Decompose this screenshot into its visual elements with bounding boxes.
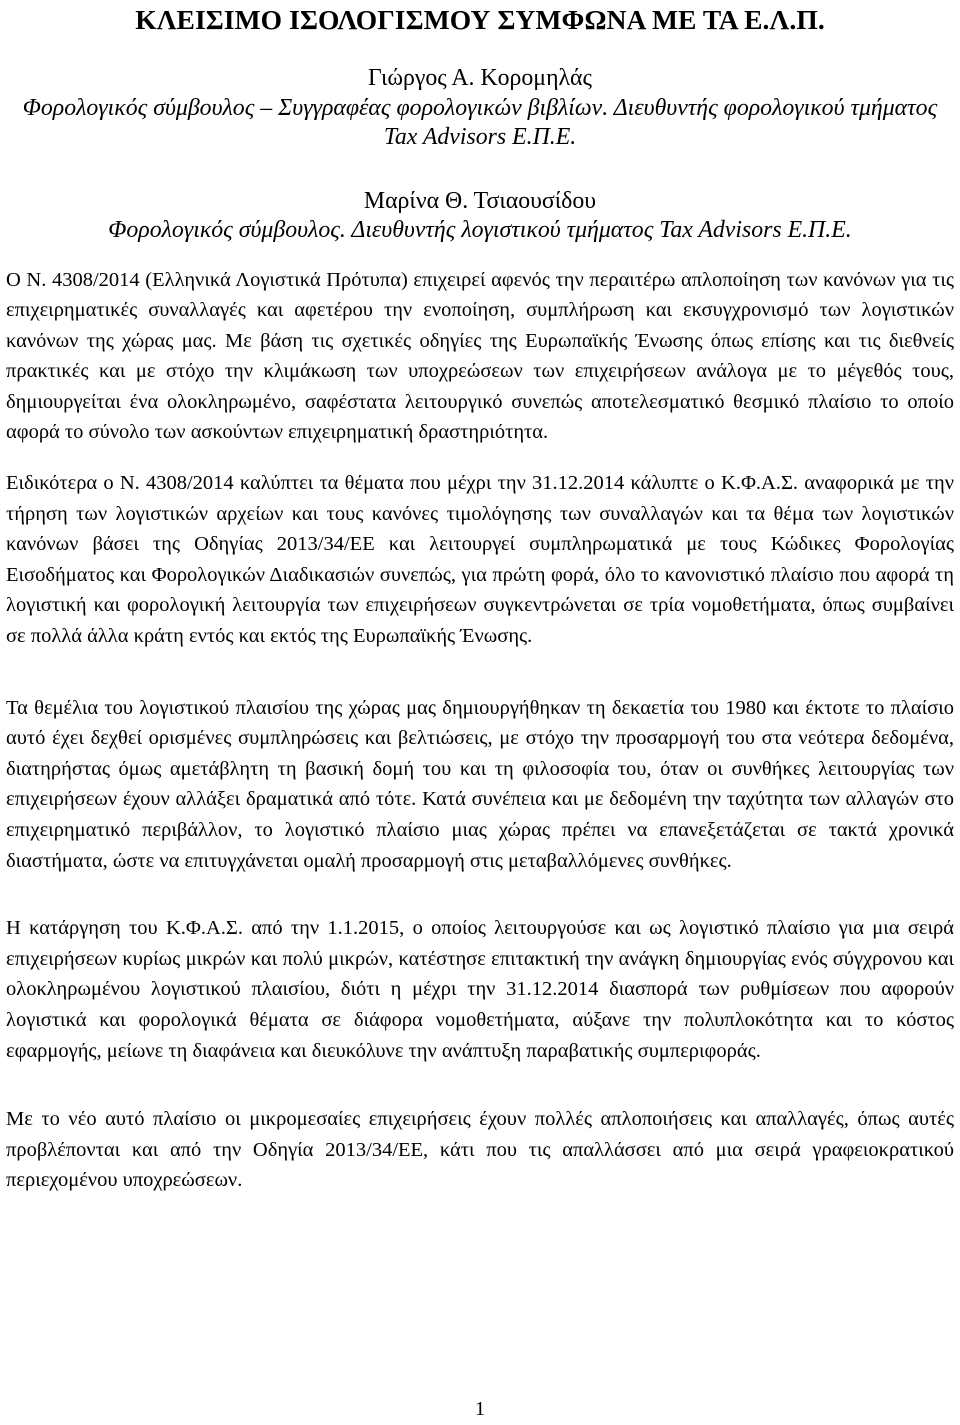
author-role: Φορολογικός σύμβουλος – Συγγραφέας φορολογικών βιβλίων. Διευθυντής φορολογικού τμήματος Tax Advisors Ε.Π.Ε. <box>22 94 938 150</box>
author-name: Μαρίνα Θ. Τσιαουσίδου <box>363 187 597 214</box>
body-paragraph: Ο Ν. 4308/2014 (Ελληνικά Λογιστικά Πρότυπα) επιχειρεί αφενός την περαιτέρω απλοποίηση των κανόνων για τις επιχειρηματικές συναλλαγές και αφετέρου την ενοποίηση, συμπλήρωση και εκσυγχρονισμό των λογιστικών κανόνων της χώρας μας. Με βάση τις σχετικές οδηγίες της Ευρωπαϊκής Ένωσης όπως επίσης και τις διεθνείς πρακτικές και με στόχο την κλιμάκωση των υποχρεώσεων των επιχειρήσεων ανάλογα με το μέγεθός τους, δημιουργείται ένα ολοκληρωμένο, σαφέστατα λειτουργικό συνεπώς αποτελεσματικό θεσμικό πλαίσιο το οποίο αφορά το σύνολο των ασκούντων επιχειρηματική δραστηριότητα. <box>6 268 954 444</box>
author-role: Φορολογικός σύμβουλος. Διευθυντής λογιστικού τμήματος Tax Advisors Ε.Π.Ε. <box>108 217 852 243</box>
author-block <box>6 64 954 153</box>
author-block <box>6 187 954 246</box>
body-paragraph: Η κατάργηση του Κ.Φ.Α.Σ. από την 1.1.2015, ο οποίος λειτουργούσε και ως λογιστικό πλαίσιο για μια σειρά επιχειρήσεων κυρίως μικρών και πολύ μικρών, κατέστησε επιτακτική την ανάγκη δημιουργίας ενός σύγχρονου και ολοκληρωμένου λογιστικού πλαισίου, διότι η μέχρι την 31.12.2014 διασπορά των ρυθμίσεων που αφορούν λογιστικά και φορολογικά θέματα σε διάφορα νομοθετήματα, αύξανε την πολυπλοκότητα και το κόστος εφαρμογής, μείωνε τη διαφάνεια και διευκόλυνε την ανάπτυξη παραβατικής συμπεριφοράς. <box>6 917 954 1062</box>
document-title: ΚΛΕΙΣΙΜΟ ΙΣΟΛΟΓΙΣΜΟΥ ΣΥΜΦΩΝΑ ΜΕ ΤΑ Ε.Λ.Π. <box>135 4 825 35</box>
body-paragraph: Τα θεμέλια του λογιστικού πλαισίου της χώρας μας δημιουργήθηκαν τη δεκαετία του 1980 και έκτοτε το πλαίσιο αυτό έχει δεχθεί ορισμένες συμπληρώσεις και βελτιώσεις, με στόχο την προσαρμογή του στα νεότερα δεδομένα, διατηρήστας όμως αμετάβλητη τη βασική δομή του και τη φιλοσοφία του, όταν οι συνθήκες λειτουργίας των επιχειρήσεων έχουν αλλάξει δραματικά από τότε. Κατά συνέπεια και με δεδομένη την ταχύτητα των αλλαγών στο επιχειρηματικό περιβάλλον, το λογιστικό πλαίσιο μιας χώρας πρέπει να επανεξετάζεται σε τακτά χρονικά διαστήματα, ώστε να επιτυγχάνεται ομαλή προσαρμογή στις μεταβαλλόμενες συνθήκες. <box>6 696 954 872</box>
body-paragraph: Ειδικότερα ο Ν. 4308/2014 καλύπτει τα θέματα που μέχρι την 31.12.2014 κάλυπτε ο Κ.Φ.Α.Σ. αναφορικά με την τήρηση των λογιστικών αρχείων και τους κανόνες τιμολόγησης των συναλλαγών και τα θέμα των λογιστικών κανόνων βάσει της Οδηγίας 2013/34/ΕΕ και λειτουργεί συμπληρωματικά με τους Κώδικες Φορολογίας Εισοδήματος και Φορολογικών Διαδικασιών συνεπώς, για πρώτη φορά, όλο το κανονιστικό πλαίσιο που αφορά τη λογιστική και φορολογική λειτουργία των επιχειρήσεων συγκεντρώνεται σε τρία νομοθετήματα, όπως συμβαίνει σε πολλά άλλα κράτη εντός και εκτός της Ευρωπαϊκής Ένωσης. <box>6 472 954 648</box>
body-paragraph: Με το νέο αυτό πλαίσιο οι μικρομεσαίες επιχειρήσεις έχουν πολλές απλοποιήσεις και απαλλαγές, όπως αυτές προβλέπονται και από την Οδηγία 2013/34/ΕΕ, κάτι που τις απαλλάσσει από μια σειρά γραφειοκρατικού περιεχομένου υποχρεώσεων. <box>6 1108 954 1192</box>
author-name: Γιώργος Α. Κορομηλάς <box>368 65 592 91</box>
page-number: 1 <box>474 1398 486 1420</box>
